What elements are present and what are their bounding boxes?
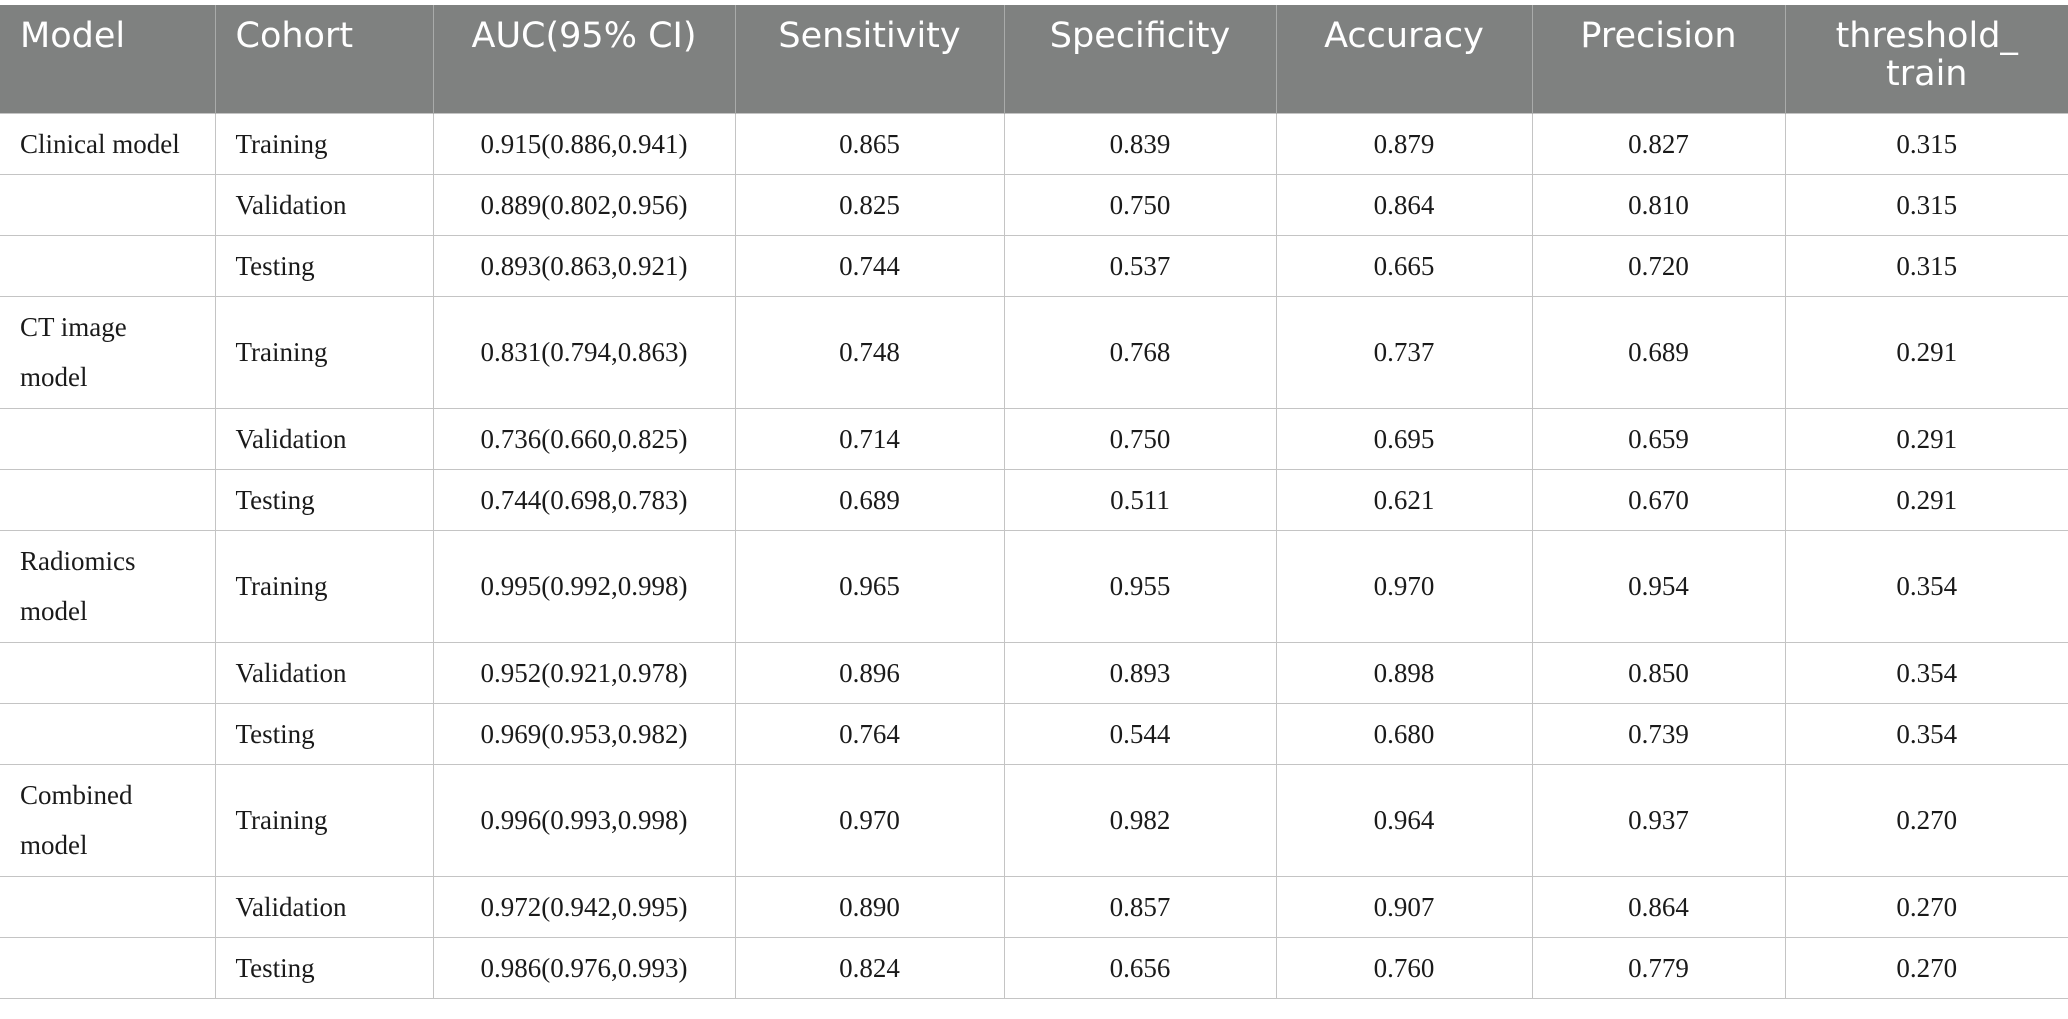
cell-auc: 0.744(0.698,0.783): [433, 469, 735, 530]
cell-accuracy: 0.964: [1276, 764, 1532, 876]
cell-sensitivity: 0.714: [735, 408, 1004, 469]
header-threshold-train: threshold_ train: [1785, 5, 2068, 113]
cell-accuracy: 0.621: [1276, 469, 1532, 530]
cell-auc: 0.996(0.993,0.998): [433, 764, 735, 876]
cell-cohort: Validation: [215, 174, 433, 235]
cell-threshold-train: 0.270: [1785, 876, 2068, 937]
cell-threshold-train: 0.315: [1785, 113, 2068, 174]
cell-model: [0, 174, 215, 235]
header-precision: Precision: [1532, 5, 1785, 113]
cell-accuracy: 0.864: [1276, 174, 1532, 235]
cell-auc: 0.915(0.886,0.941): [433, 113, 735, 174]
cell-threshold-train: 0.291: [1785, 296, 2068, 408]
table-row: [0, 174, 2068, 235]
cell-cohort: Training: [215, 113, 433, 174]
cell-auc: 0.831(0.794,0.863): [433, 296, 735, 408]
cell-auc: 0.736(0.660,0.825): [433, 408, 735, 469]
cell-auc: 0.995(0.992,0.998): [433, 530, 735, 642]
cell-model: [0, 469, 215, 530]
cell-precision: 0.850: [1532, 642, 1785, 703]
cell-accuracy: 0.665: [1276, 235, 1532, 296]
cell-specificity: 0.544: [1004, 703, 1276, 764]
table-row: [0, 408, 2068, 469]
table-row: [0, 876, 2068, 937]
cell-model: [0, 408, 215, 469]
cell-accuracy: 0.907: [1276, 876, 1532, 937]
cell-specificity: 0.768: [1004, 296, 1276, 408]
cell-cohort: Validation: [215, 408, 433, 469]
cell-sensitivity: 0.865: [735, 113, 1004, 174]
cell-sensitivity: 0.965: [735, 530, 1004, 642]
cell-threshold-train: 0.315: [1785, 235, 2068, 296]
cell-precision: 0.689: [1532, 296, 1785, 408]
cell-cohort: Validation: [215, 876, 433, 937]
table-row: [0, 937, 2068, 998]
cell-model: [0, 937, 215, 998]
cell-cohort: Validation: [215, 642, 433, 703]
cell-sensitivity: 0.825: [735, 174, 1004, 235]
cell-accuracy: 0.898: [1276, 642, 1532, 703]
cell-cohort: Training: [215, 530, 433, 642]
cell-specificity: 0.955: [1004, 530, 1276, 642]
header-cohort: Cohort: [215, 5, 433, 113]
cell-threshold-train: 0.291: [1785, 408, 2068, 469]
table-row: [0, 642, 2068, 703]
cell-sensitivity: 0.764: [735, 703, 1004, 764]
cell-model: Combined model: [0, 764, 215, 876]
cell-sensitivity: 0.970: [735, 764, 1004, 876]
cell-specificity: 0.839: [1004, 113, 1276, 174]
table-row: [0, 235, 2068, 296]
cell-auc: 0.952(0.921,0.978): [433, 642, 735, 703]
cell-cohort: Training: [215, 296, 433, 408]
cell-cohort: Testing: [215, 937, 433, 998]
cell-model: Clinical model: [0, 113, 215, 174]
cell-threshold-train: 0.291: [1785, 469, 2068, 530]
cell-threshold-train: 0.354: [1785, 530, 2068, 642]
table-header-row: [0, 5, 2068, 113]
cell-accuracy: 0.879: [1276, 113, 1532, 174]
header-model: Model: [0, 5, 215, 113]
cell-model: Radiomics model: [0, 530, 215, 642]
cell-specificity: 0.750: [1004, 174, 1276, 235]
cell-precision: 0.954: [1532, 530, 1785, 642]
cell-specificity: 0.893: [1004, 642, 1276, 703]
cell-specificity: 0.656: [1004, 937, 1276, 998]
cell-specificity: 0.982: [1004, 764, 1276, 876]
cell-specificity: 0.511: [1004, 469, 1276, 530]
cell-model: CT image model: [0, 296, 215, 408]
header-sensitivity: Sensitivity: [735, 5, 1004, 113]
cell-threshold-train: 0.315: [1785, 174, 2068, 235]
table-row: [0, 703, 2068, 764]
cell-accuracy: 0.760: [1276, 937, 1532, 998]
cell-accuracy: 0.737: [1276, 296, 1532, 408]
table-body: [0, 113, 2068, 998]
cell-precision: 0.720: [1532, 235, 1785, 296]
cell-cohort: Testing: [215, 235, 433, 296]
header-auc: AUC(95% CI): [433, 5, 735, 113]
table-row: [0, 296, 2068, 408]
cell-auc: 0.889(0.802,0.956): [433, 174, 735, 235]
cell-cohort: Testing: [215, 703, 433, 764]
cell-accuracy: 0.680: [1276, 703, 1532, 764]
cell-model: [0, 235, 215, 296]
cell-cohort: Training: [215, 764, 433, 876]
cell-sensitivity: 0.748: [735, 296, 1004, 408]
cell-precision: 0.779: [1532, 937, 1785, 998]
cell-threshold-train: 0.354: [1785, 642, 2068, 703]
table-row: [0, 113, 2068, 174]
cell-cohort: Testing: [215, 469, 433, 530]
cell-precision: 0.827: [1532, 113, 1785, 174]
cell-specificity: 0.750: [1004, 408, 1276, 469]
cell-precision: 0.739: [1532, 703, 1785, 764]
cell-model: [0, 703, 215, 764]
cell-specificity: 0.857: [1004, 876, 1276, 937]
table-row: [0, 469, 2068, 530]
cell-model: [0, 876, 215, 937]
header-accuracy: Accuracy: [1276, 5, 1532, 113]
cell-threshold-train: 0.354: [1785, 703, 2068, 764]
cell-auc: 0.986(0.976,0.993): [433, 937, 735, 998]
cell-precision: 0.670: [1532, 469, 1785, 530]
cell-sensitivity: 0.896: [735, 642, 1004, 703]
table-row: [0, 530, 2068, 642]
cell-accuracy: 0.970: [1276, 530, 1532, 642]
header-specificity: Specificity: [1004, 5, 1276, 113]
cell-sensitivity: 0.824: [735, 937, 1004, 998]
cell-threshold-train: 0.270: [1785, 764, 2068, 876]
cell-threshold-train: 0.270: [1785, 937, 2068, 998]
cell-sensitivity: 0.890: [735, 876, 1004, 937]
cell-model: [0, 642, 215, 703]
cell-sensitivity: 0.689: [735, 469, 1004, 530]
cell-sensitivity: 0.744: [735, 235, 1004, 296]
cell-precision: 0.864: [1532, 876, 1785, 937]
cell-precision: 0.810: [1532, 174, 1785, 235]
cell-auc: 0.972(0.942,0.995): [433, 876, 735, 937]
model-performance-table: [0, 5, 2068, 999]
cell-specificity: 0.537: [1004, 235, 1276, 296]
table-row: [0, 764, 2068, 876]
cell-accuracy: 0.695: [1276, 408, 1532, 469]
cell-precision: 0.659: [1532, 408, 1785, 469]
cell-precision: 0.937: [1532, 764, 1785, 876]
cell-auc: 0.969(0.953,0.982): [433, 703, 735, 764]
cell-auc: 0.893(0.863,0.921): [433, 235, 735, 296]
